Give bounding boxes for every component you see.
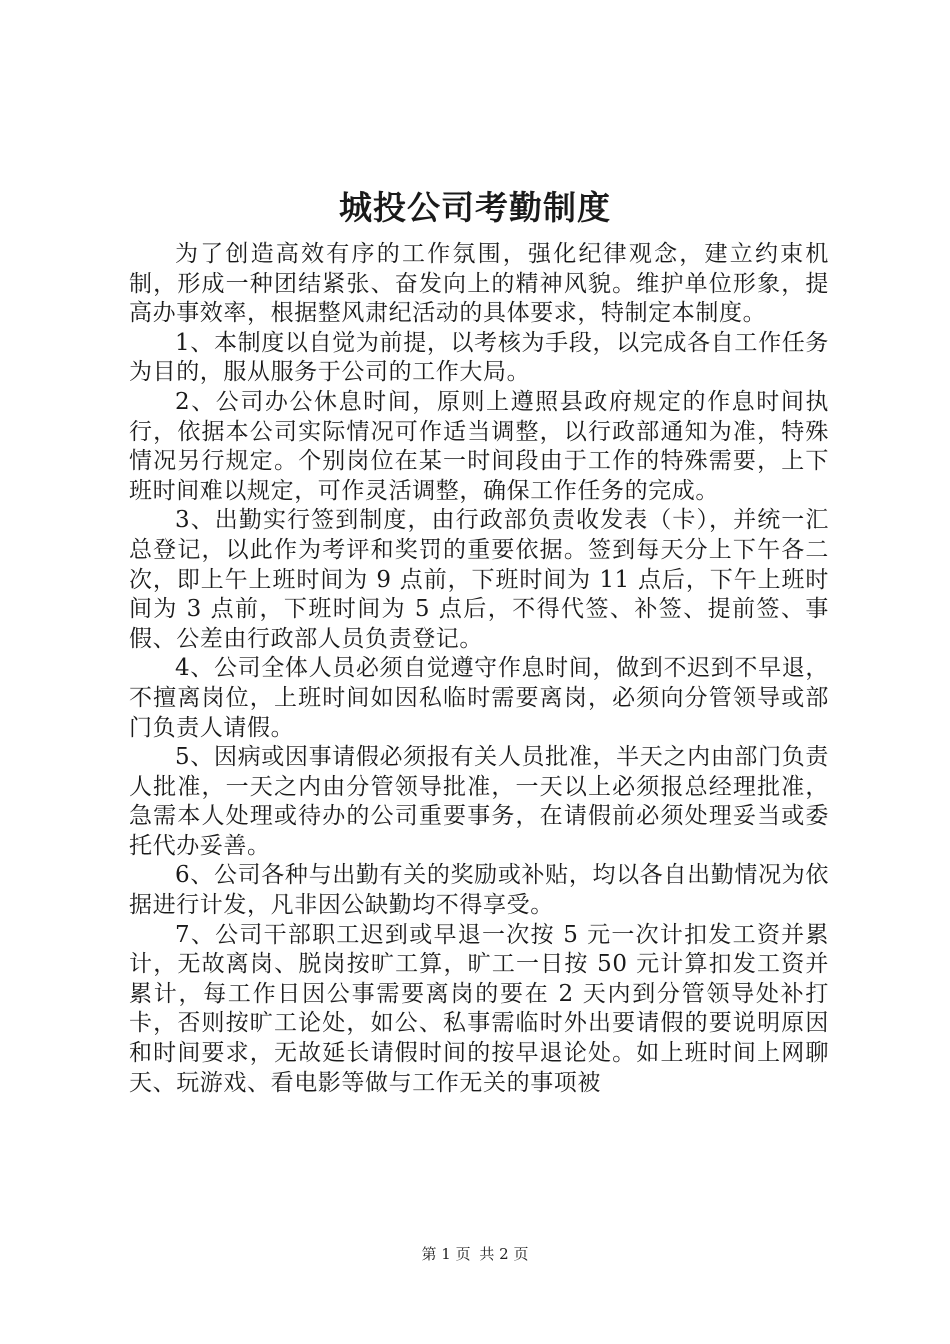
paragraph-item-1: 1、本制度以自觉为前提，以考核为手段，以完成各自工作任务为目的，服从服务于公司的工作大局。 xyxy=(129,329,829,386)
paragraph-item-3: 3、出勤实行签到制度，由行政部负责收发表（卡），并统一汇总登记，以此作为考评和奖罚的重要依据。签到每天分上下午各二次，即上午上班时间为 9 点前，下班时间为 11 点后，下午上班时间为 3 点前，下班时间为 5 点后，不得代签、补签、提前签、事假、公差由行政部人员负责登记。 xyxy=(129,507,829,652)
page-footer xyxy=(0,1244,950,1264)
paragraph-item-7: 7、公司干部职工迟到或早退一次按 5 元一次计扣发工资并累计，无故离岗、脱岗按旷工算，旷工一日按 50 元计算扣发工资并累计，每工作日因公事需要离岗的要在 2 天内到分管领导处补打卡，否则按旷工论处，如公、私事需临时外出要请假的要说明原因和时间要求，无故延长请假时间的按早退论处。如上班时间上网聊天、玩游戏、看电影等做与工作无关的事项被 xyxy=(129,921,829,1096)
paragraph-item-5: 5、因病或因事请假必须报有关人员批准，半天之内由部门负责人批准，一天之内由分管领导批准，一天以上必须报总经理批准，急需本人处理或待办的公司重要事务，在请假前必须处理妥当或委托代办妥善。 xyxy=(129,744,829,859)
document-body xyxy=(129,240,829,1098)
paragraph-intro: 为了创造高效有序的工作氛围，强化纪律观念，建立约束机制，形成一种团结紧张、奋发向上的精神风貌。维护单位形象，提高办事效率，根据整风肃纪活动的具体要求，特制定本制度。 xyxy=(129,241,829,327)
document-title: 城投公司考勤制度 xyxy=(339,188,611,227)
paragraph-item-2: 2、公司办公休息时间，原则上遵照县政府规定的作息时间执行，依据本公司实际情况可作适当调整，以行政部通知为准，特殊情况另行规定。个别岗位在某一时间段由于工作的特殊需要，上下班时间难以规定，可作灵活调整，确保工作任务的完成。 xyxy=(129,388,829,504)
paragraph-item-6: 6、公司各种与出勤有关的奖励或补贴，均以各自出勤情况为依据进行计发，凡非因公缺勤均不得享受。 xyxy=(129,862,829,919)
paragraph-item-4: 4、公司全体人员必须自觉遵守作息时间，做到不迟到不早退，不擅离岗位，上班时间如因私临时需要离岗，必须向分管领导或部门负责人请假。 xyxy=(129,655,829,741)
page-total: 共 2 页 xyxy=(479,1245,529,1263)
page-number: 第 1 页 xyxy=(421,1245,471,1263)
